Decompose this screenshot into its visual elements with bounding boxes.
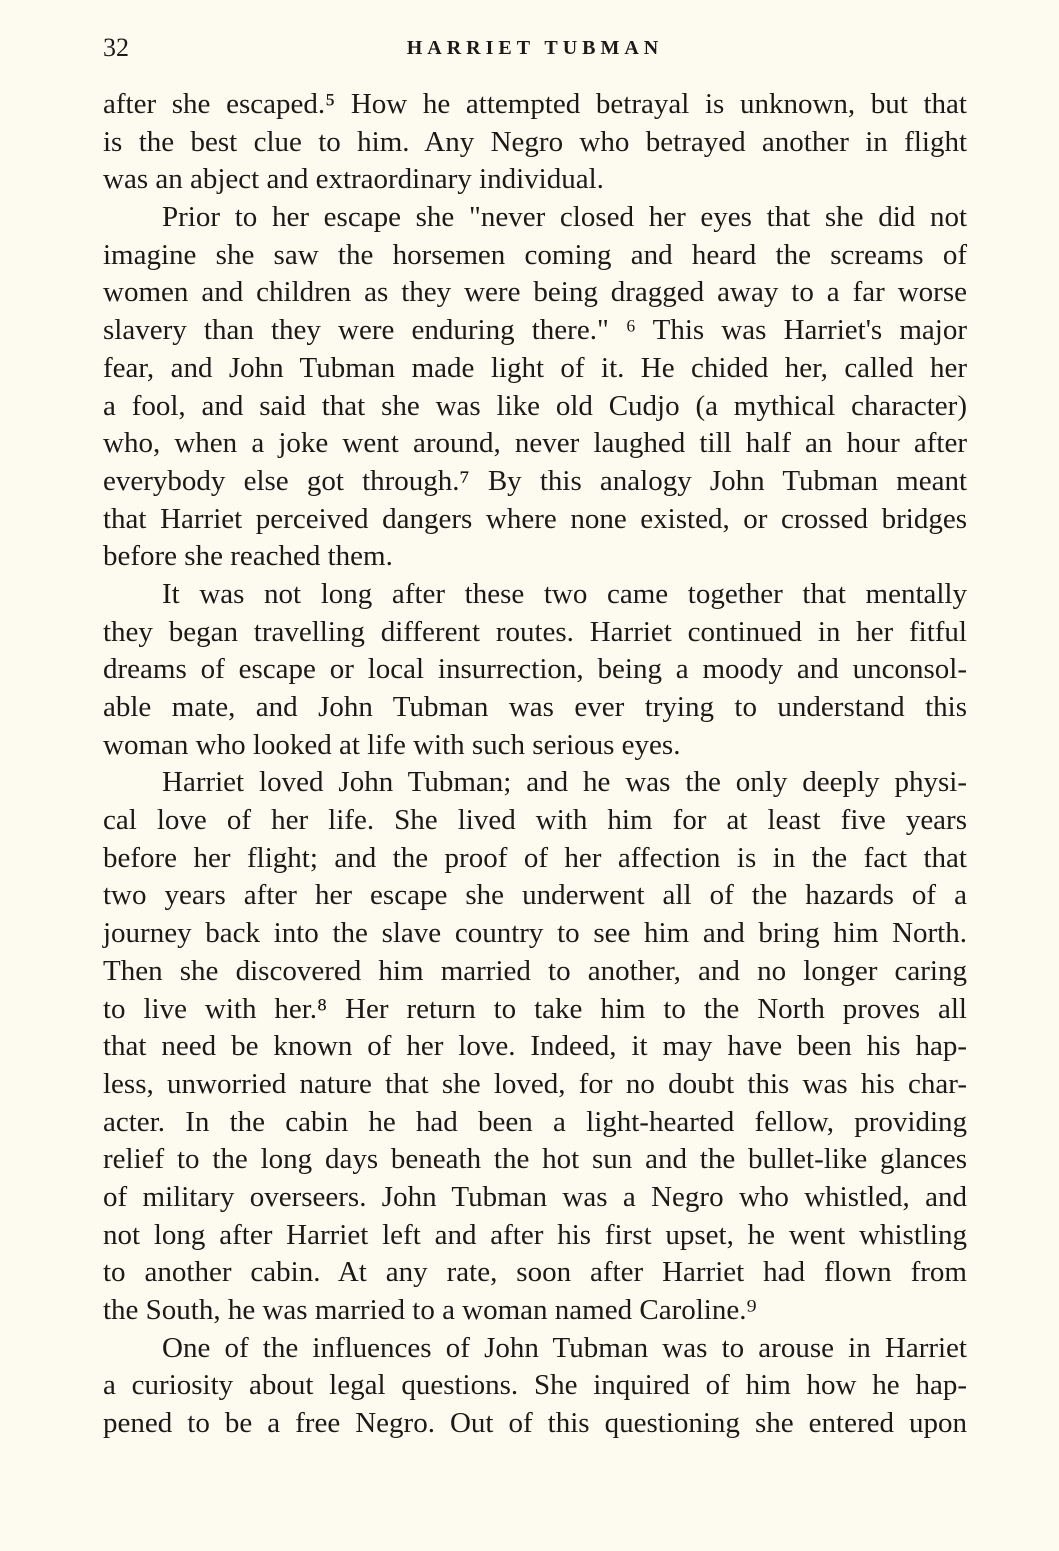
text-line: before she reached them. <box>103 540 393 573</box>
text-line: dreams of escape or local insurrection, being a moody and unconsol- <box>103 653 967 686</box>
text-line: woman who looked at life with such serious eyes. <box>103 728 681 761</box>
text-line: who, when a joke went around, never laughed till half an hour after <box>103 427 967 460</box>
text-line: slavery than they were enduring there." ⁶ This was Harriet's major <box>103 314 967 347</box>
paragraph <box>103 199 967 576</box>
text-line: that Harriet perceived dangers where none existed, or crossed bridges <box>103 502 967 535</box>
text-line: pened to be a free Negro. Out of this questioning she entered upon <box>103 1407 967 1440</box>
paragraph <box>103 1330 967 1443</box>
text-line: that need be known of her love. Indeed, it may have been his hap- <box>103 1030 967 1063</box>
text-line: everybody else got through.⁷ By this analogy John Tubman meant <box>103 464 967 497</box>
text-line: less, unworried nature that she loved, for no doubt this was his char- <box>103 1067 967 1100</box>
text-line: of military overseers. John Tubman was a Negro who whistled, and <box>103 1180 967 1213</box>
paragraph <box>103 86 967 199</box>
text-line: the South, he was married to a woman named Caroline.⁹ <box>103 1294 757 1326</box>
text-line: women and children as they were being dragged away to a far worse <box>103 276 967 309</box>
running-title: HARRIET TUBMAN <box>406 37 664 59</box>
text-line: they began travelling different routes. Harriet continued in her fitful <box>103 615 967 648</box>
text-line: acter. In the cabin he had been a light-hearted fellow, providing <box>103 1105 967 1138</box>
text-line: imagine she saw the horsemen coming and heard the screams of <box>103 238 967 271</box>
text-line: two years after her escape she underwent all of the hazards of a <box>103 879 967 912</box>
text-line: Then she discovered him married to another, and no longer caring <box>103 954 967 987</box>
text-line: to live with her.⁸ Her return to take him to the North proves all <box>103 992 967 1025</box>
text-line: able mate, and John Tubman was ever trying to understand this <box>103 691 967 723</box>
text-line: It was not long after these two came together that mentally <box>162 577 967 610</box>
running-head <box>103 30 967 66</box>
text-line: to another cabin. At any rate, soon after Harriet had flown from <box>103 1256 967 1289</box>
text-line: fear, and John Tubman made light of it. He chided her, called her <box>103 351 967 384</box>
text-line: is the best clue to him. Any Negro who betrayed another in flight <box>103 125 967 158</box>
text-line: was an abject and extraordinary individual. <box>103 163 604 196</box>
text-line: after she escaped.⁵ How he attempted betrayal is unknown, but that <box>103 88 967 120</box>
paragraph <box>103 576 967 764</box>
text-line: Prior to her escape she "never closed her eyes that she did not <box>162 201 967 234</box>
text-line: One of the influences of John Tubman was to arouse in Harriet <box>162 1331 967 1364</box>
text-line: journey back into the slave country to see him and bring him North. <box>103 917 967 950</box>
text-line: cal love of her life. She lived with him for at least five years <box>103 804 967 837</box>
body-text <box>103 86 967 1443</box>
text-line: a curiosity about legal questions. She inquired of him how he hap- <box>103 1369 967 1402</box>
text-line: Harriet loved John Tubman; and he was the only deeply physi- <box>162 766 967 799</box>
text-line: a fool, and said that she was like old Cudjo (a mythical character) <box>103 389 967 422</box>
paragraph <box>103 764 967 1329</box>
text-line: relief to the long days beneath the hot sun and the bullet-like glances <box>103 1143 967 1176</box>
text-line: before her flight; and the proof of her affection is in the fact that <box>103 841 967 874</box>
page-number: 32 <box>103 33 129 62</box>
text-line: not long after Harriet left and after his first upset, he went whistling <box>103 1218 967 1251</box>
